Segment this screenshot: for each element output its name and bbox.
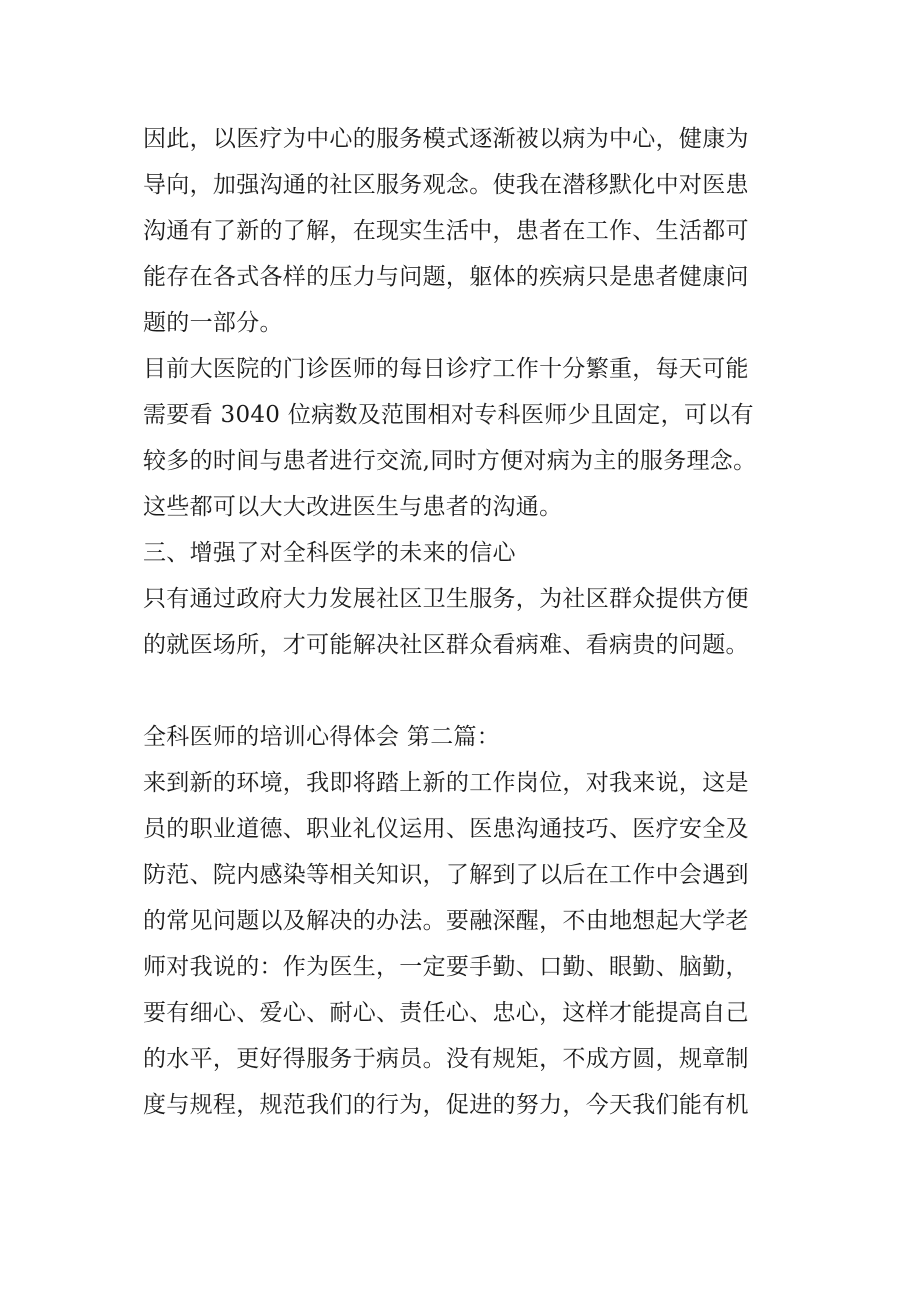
text-line: 题的一部分。 bbox=[143, 310, 283, 336]
text-line: 只有通过政府大力发展社区卫生服务，为社区群众提供方便 bbox=[143, 586, 749, 612]
text-line: 这些都可以大大改进医生与患者的沟通。 bbox=[143, 494, 563, 520]
text-line: 员的职业道德、职业礼仪运用、医患沟通技巧、医疗安全及 bbox=[143, 816, 749, 842]
text-line: 导向，加强沟通的社区服务观念。使我在潜移默化中对医患 bbox=[143, 172, 749, 198]
text-line: 防范、院内感染等相关知识，了解到了以后在工作中会遇到 bbox=[143, 862, 749, 888]
text-line: 较多的时间与患者进行交流,同时方便对病为主的服务理念。 bbox=[143, 448, 757, 474]
text-line: 因此，以医疗为中心的服务模式逐渐被以病为中心，健康为 bbox=[143, 126, 749, 152]
text-line: 要有细心、爱心、耐心、责任心、忠心，这样才能提高自己 bbox=[143, 1000, 749, 1026]
text-line: 的常见问题以及解决的办法。要融深醒，不由地想起大学老 bbox=[143, 908, 749, 934]
paragraph-new-position bbox=[143, 760, 803, 1128]
section-heading: 三、增强了对全科医学的未来的信心 bbox=[143, 540, 516, 566]
article-title: 全科医师的培训心得体会 第二篇： bbox=[143, 724, 501, 750]
text-line: 沟通有了新的了解，在现实生活中，患者在工作、生活都可 bbox=[143, 218, 749, 244]
text-line: 的水平，更好得服务于病员。没有规矩，不成方圆，规章制 bbox=[143, 1046, 749, 1072]
blank-line bbox=[143, 668, 803, 714]
paragraph-patient-communication bbox=[143, 116, 803, 346]
text-line: 需要看 3040 位病数及范围相对专科医师少且固定，可以有 bbox=[143, 402, 754, 428]
text-line: 目前大医院的门诊医师的每日诊疗工作十分繁重，每天可能 bbox=[143, 356, 749, 382]
text-line: 师对我说的：作为医生，一定要手勤、口勤、眼勤、脑勤， bbox=[143, 954, 749, 980]
paragraph-community-health bbox=[143, 576, 803, 668]
text-line: 度与规程，规范我们的行为，促进的努力，今天我们能有机 bbox=[143, 1092, 749, 1118]
text-line: 的就医场所，才可能解决社区群众看病难、看病贵的问题。 bbox=[143, 632, 749, 658]
text-line: 来到新的环境，我即将踏上新的工作岗位，对我来说，这是 bbox=[143, 770, 749, 796]
paragraph-hospital-workload bbox=[143, 346, 803, 530]
text-line: 能存在各式各样的压力与问题，躯体的疾病只是患者健康问 bbox=[143, 264, 749, 290]
document-body bbox=[143, 116, 803, 1128]
